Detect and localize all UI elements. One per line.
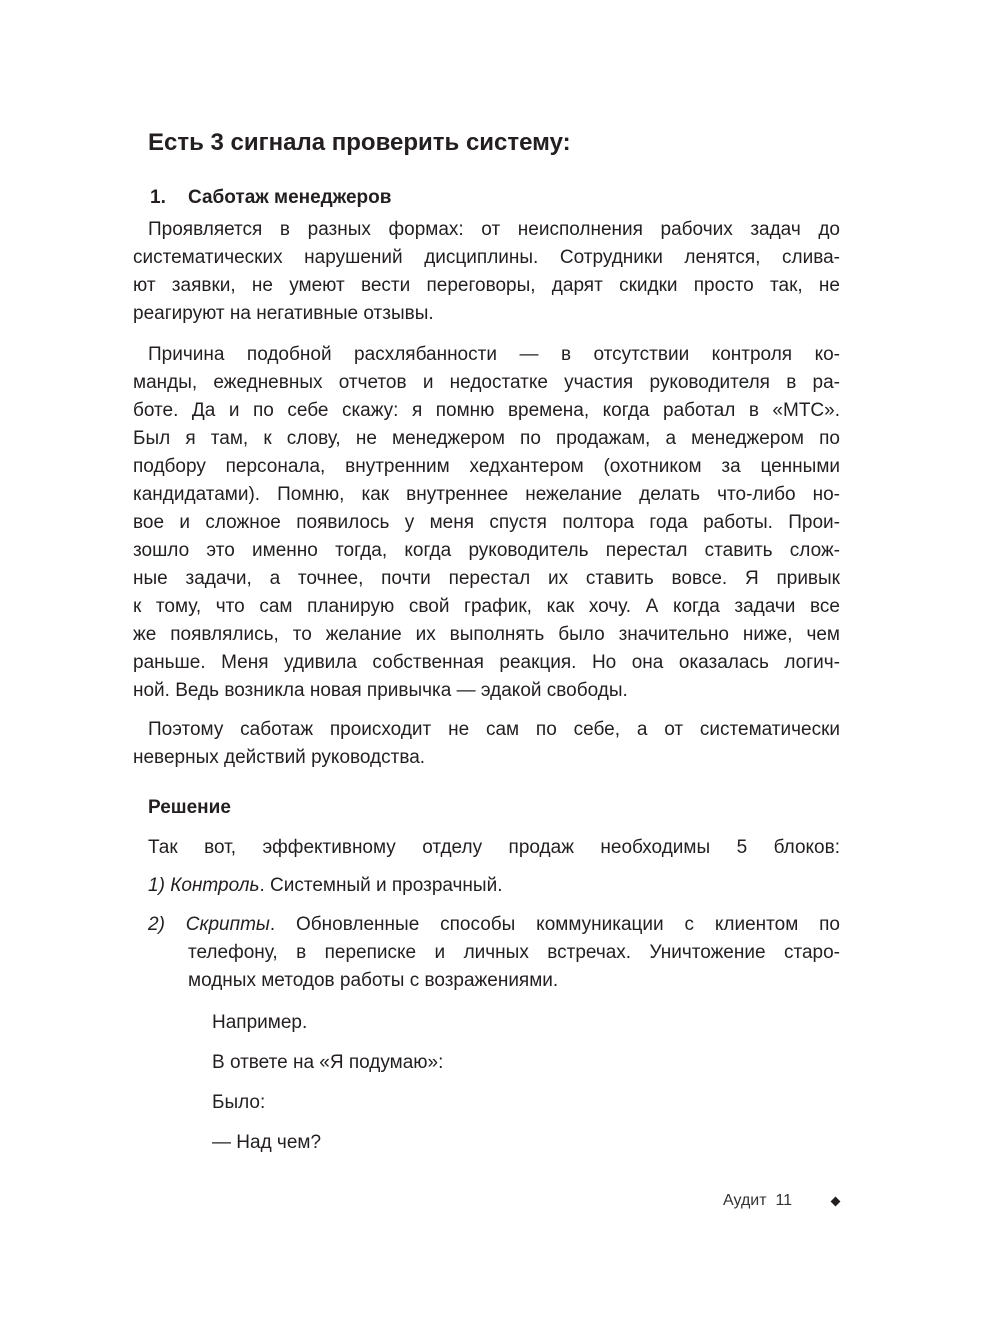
text-line: зошло это именно тогда, когда руководитель перестал ставить слож- (133, 540, 840, 561)
text-line: В ответе на «Я подумаю»: (212, 1052, 444, 1073)
diamond-icon (831, 1197, 841, 1207)
text-line: Было: (212, 1092, 266, 1113)
text-line: раньше. Меня удивила собственная реакция. Но она оказалась логич- (133, 652, 840, 673)
text-line: Поэтому саботаж происходит не сам по себе, а от систематически (148, 719, 840, 740)
list-term: Контроль (170, 875, 260, 896)
text-line: кандидатами). Помню, как внутреннее нежелание делать что-либо но- (133, 484, 840, 505)
text-line: боте. Да и по себе скажу: я помню времена, когда работал в «МТС». (133, 400, 840, 421)
text-line: Проявляется в разных формах: от неисполнения рабочих задач до (148, 219, 840, 240)
text-line: систематических нарушений дисциплины. Сотрудники ленятся, слива- (133, 247, 840, 268)
page-heading: Есть 3 сигнала проверить систему: (148, 129, 571, 156)
list-item (148, 911, 840, 939)
page-number: 11 (775, 1192, 793, 1209)
text-line: Так вот, эффективному отделу продаж необходимы 5 блоков: (148, 837, 840, 858)
text-line: Причина подобной расхлябанности — в отсутствии контроля ко- (148, 344, 840, 365)
text-line: манды, ежедневных отчетов и недостатке участия руководителя в ра- (133, 372, 840, 393)
text-line: телефону, в переписке и личных встречах. Уничтожение старо- (188, 942, 840, 963)
list-text: . Системный и прозрачный. (259, 875, 503, 896)
section-title: Саботаж менеджеров (188, 187, 392, 208)
text-line: Например. (212, 1012, 308, 1033)
list-number: 1) (148, 875, 165, 896)
page-footer (723, 1192, 792, 1210)
text-line: ные задачи, а точнее, почти перестал их ставить вовсе. Я привык (133, 568, 840, 589)
running-title: Аудит (723, 1192, 767, 1209)
text-line: ют заявки, не умеют вести переговоры, дарят скидки просто так, не (133, 275, 840, 296)
list-term: Скрипты (185, 914, 270, 935)
text-line: к тому, что сам планирую свой график, как хочу. А когда задачи все (133, 596, 840, 617)
solution-title: Решение (148, 797, 231, 818)
text-line: подбору персонала, внутренним хедхантером (охотником за ценными (133, 456, 840, 477)
text-line: Был я там, к слову, не менеджером по продажам, а менеджером по (133, 428, 840, 449)
text-line: — Над чем? (212, 1132, 322, 1153)
list-item (148, 872, 502, 900)
text-line: реагируют на негативные отзывы. (133, 303, 434, 324)
list-number: 2) (148, 914, 165, 935)
text-line: неверных действий руководства. (133, 747, 426, 768)
text-line: ной. Ведь возникла новая привычка — эдакой свободы. (133, 680, 628, 701)
section-number: 1. (150, 187, 166, 208)
text-line: вое и сложное появилось у меня спустя полтора года работы. Прои- (133, 512, 840, 533)
list-text: . Обновленные способы коммуникации с клиентом по (269, 914, 840, 935)
text-line: же появлялись, то желание их выполнять было значительно ниже, чем (133, 624, 840, 645)
text-line: модных методов работы с возражениями. (188, 970, 559, 991)
